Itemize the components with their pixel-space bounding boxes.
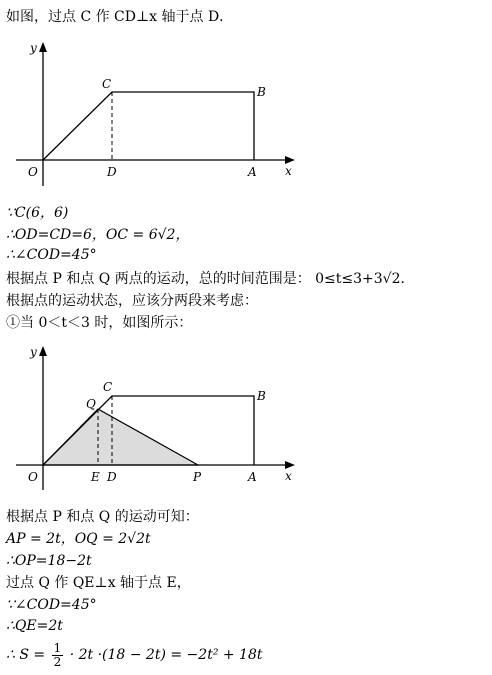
- fraction-denominator: 2: [53, 654, 62, 669]
- fig1-label-o: O: [28, 165, 38, 179]
- line-qe: ∴QE=2t: [6, 618, 63, 634]
- figure-2: [0, 340, 492, 500]
- fig1-label-b: B: [257, 85, 266, 99]
- half-fraction: [52, 642, 64, 669]
- line-qe-perp: 过点 Q 作 QE⊥x 轴于点 E，: [6, 575, 191, 591]
- line-ap-oq: AP = 2t，OQ = 2√2t: [6, 531, 151, 547]
- intro-line: 如图，过点 C 作 CD⊥x 轴于点 D．: [6, 9, 234, 25]
- fraction-numerator: 1: [53, 640, 62, 655]
- fig2-label-b: B: [257, 389, 266, 403]
- line-time-range: 根据点 P 和点 Q 两点的运动，总的时间范围是： 0≤t≤3+3√2．: [6, 271, 415, 287]
- fig2-label-p: P: [193, 470, 202, 484]
- line-two-cases: 根据点的运动状态，应该分两段来考虑：: [6, 293, 258, 309]
- fig1-label-d: D: [107, 165, 117, 179]
- line-motion: 根据点 P 和点 Q 的运动可知：: [6, 509, 199, 525]
- line-angle: ∴∠COD=45°: [6, 247, 97, 263]
- fig1-label-y: y: [30, 41, 37, 55]
- line-angle-2: ∵∠COD=45°: [6, 597, 97, 613]
- fig2-label-d: D: [107, 470, 117, 484]
- fig2-label-o: O: [28, 470, 38, 484]
- line-area-formula: [6, 640, 263, 670]
- fig2-label-y: y: [30, 345, 37, 359]
- fig2-label-e: E: [91, 470, 100, 484]
- fig1-label-c: C: [102, 77, 112, 91]
- fig2-label-c: C: [103, 380, 113, 394]
- fig2-label-x: x: [285, 469, 292, 483]
- area-prefix: ∴ S =: [6, 647, 46, 663]
- line-case-one: ①当 0＜t＜3 时，如图所示：: [6, 315, 193, 331]
- fig2-label-a: A: [248, 470, 257, 484]
- fig1-label-x: x: [285, 164, 292, 178]
- fig2-label-q: Q: [86, 397, 96, 411]
- fig1-label-a: A: [248, 165, 257, 179]
- area-suffix: · 2t ·(18 − 2t) = −2t² + 18t: [69, 647, 263, 663]
- line-od-cd: ∴OD=CD=6，OC = 6√2，: [6, 227, 190, 243]
- line-op: ∴OP=18−2t: [6, 553, 92, 569]
- given-c: ∵C(6，6): [6, 205, 69, 221]
- figure-1: [0, 36, 492, 236]
